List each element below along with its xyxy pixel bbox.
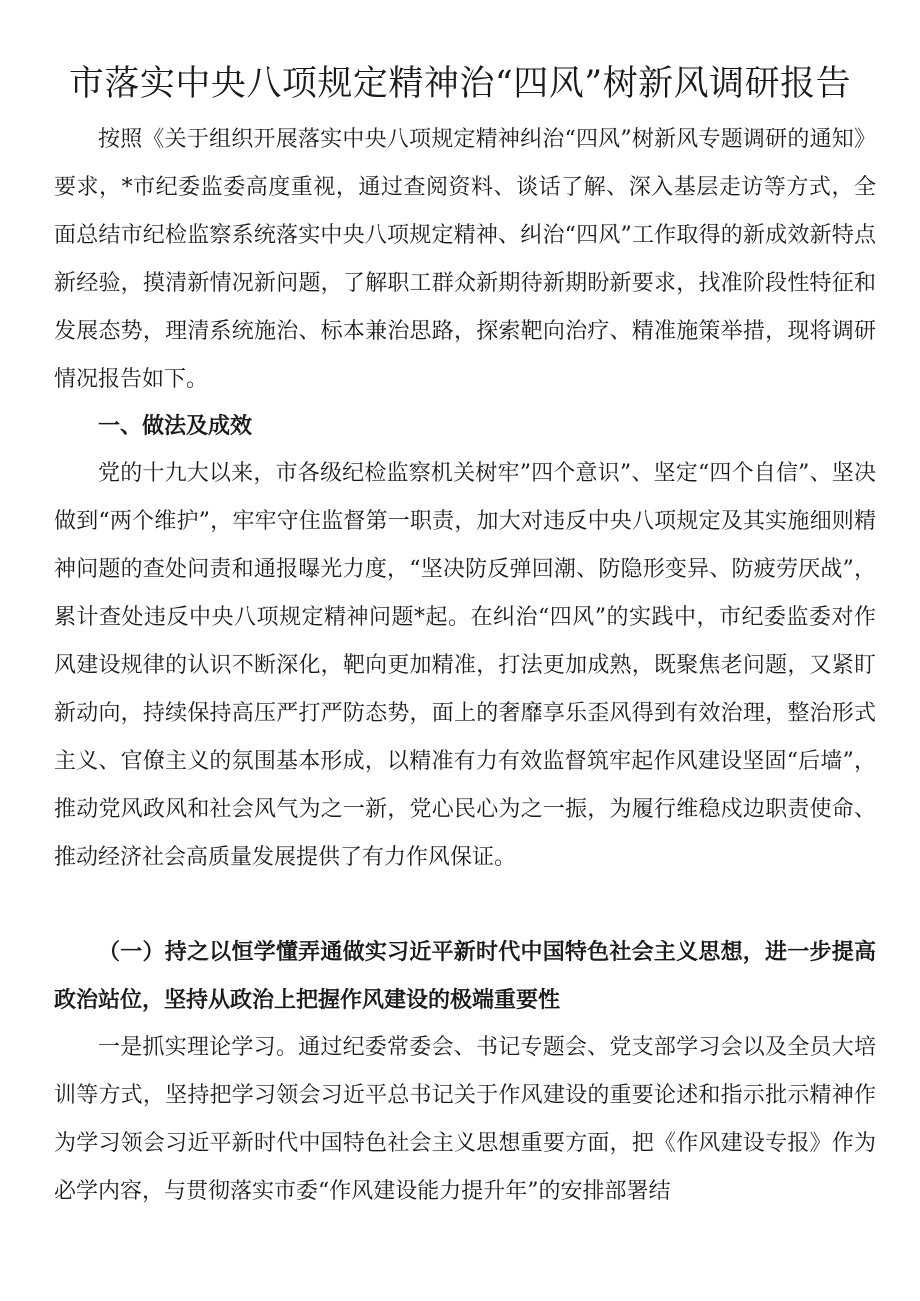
subsection-body-1: 一是抓实理论学习。通过纪委常委会、书记专题会、党支部学习会以及全员大培训等方式，坚持把学习领会习近平总书记关于作风建设的重要论述和指示批示精神作为学习领会习近平新时代中国特色社会主义思想重要方面，把《作风建设专报》作为必学内容，与贯彻落实市委“作风建设能力提升年”的安排部署结 — [54, 1035, 876, 1204]
document-title: 市落实中央八项规定精神治“四风”树新风调研报告 — [68, 64, 852, 104]
subsection-heading-1: （一）持之以恒学懂弄通做实习近平新时代中国特色社会主义思想，进一步提高政治站位，坚持从政治上把握作风建设的极端重要性 — [54, 939, 876, 1013]
intro-paragraph: 按照《关于组织开展落实中央八项规定精神纠治“四风”树新风专题调研的通知》要求，*市纪委监委高度重视，通过查阅资料、谈话了解、深入基层走访等方式，全面总结市纪检监察系统落实中央八项规定精神、纠治“四风”工作取得的新成效新特点新经验，摸清新情况新问题，了解职工群众新期待新期盼新要求，找准阶段性特征和发展态势，理清系统施治、标本兼治思路，探索靶向治疗、精准施策举措，现将调研情况报告如下。 — [54, 127, 876, 392]
section-heading-practices: 一、做法及成效 — [98, 413, 253, 439]
section-body-practices: 党的十九大以来，市各级纪检监察机关树牢”四个意识”、坚定“四个自信”、坚决做到“两个维护”，牢牢守住监督第一职责，加大对违反中央八项规定及其实施细则精神问题的查处问责和通报曝光力度，“坚决防反弹回潮、防隐形变异、防疲劳厌战”，累计查处违反中央八项规定精神问题*起。在纠治“四风”的实践中，市纪委监委对作风建设规律的认识不断深化，靶向更加精准，打法更加成熟，既聚焦老问题，又紧盯新动向，持续保持高压严打严防态势，面上的奢靡享乐歪风得到有效治理，整治形式主义、官僚主义的氛围基本形成，以精准有力有效监督筑牢起作风建设坚固“后墙”，推动党风政风和社会风气为之一新，党心民心为之一振，为履行维稳戍边职责使命、推动经济社会高质量发展提供了有力作风保证。 — [54, 461, 876, 870]
